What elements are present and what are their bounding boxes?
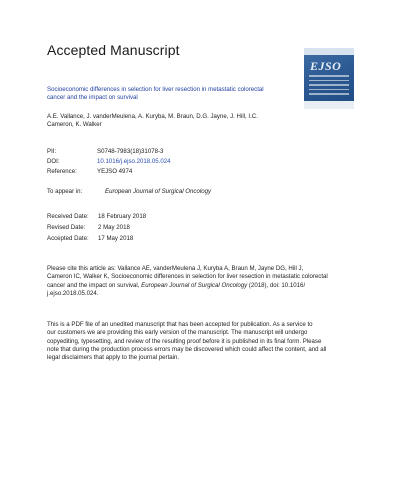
citation-line: Cameron IC, Walker K, Socioeconomic differences in selection for liver resection in metastatic colorectal	[47, 273, 328, 281]
received-date-label: Received Date:	[47, 213, 89, 220]
citation-journal: European Journal of Surgical Oncology	[141, 281, 248, 289]
author-line: A.E. Vallance, J. vanderMeulena, A. Kuryba, M. Braun, D.G. Jayne, J. Hill, I.C.	[47, 113, 258, 120]
doi-link[interactable]: 10.1016/j.ejso.2018.05.024	[97, 158, 171, 165]
citation-line: Please cite this article as: Vallance AE, vanderMeulena J, Kuryba A, Braun M, Jayne DG, Hill J,	[47, 265, 304, 272]
disclaimer-paragraph	[47, 321, 369, 362]
accepted-date-label: Accepted Date:	[47, 235, 89, 242]
author-line: Cameron, K. Walker	[47, 121, 102, 129]
appear-in-label: To appear in:	[47, 188, 83, 195]
pii-label: PII:	[47, 148, 57, 155]
article-title	[47, 86, 317, 103]
doi-label: DOI:	[47, 158, 60, 165]
disclaimer-line: copyediting, typesetting, and review of the resulting proof before it is published in its final form. Please	[47, 337, 322, 345]
reference-value: YEJSO 4974	[97, 168, 133, 175]
journal-name: European Journal of Surgical Oncology	[105, 188, 212, 195]
citation-line	[47, 282, 369, 290]
citation-doi-text: (2018), doi: 10.1016/	[247, 281, 306, 289]
disclaimer-line: legal disclaimers that apply to the journal pertain.	[47, 354, 180, 362]
citation-paragraph	[47, 265, 369, 298]
pii-value: S0748-7983(18)31078-3	[97, 148, 164, 155]
disclaimer-line: our customers we are providing this early version of the manuscript. The manuscript will undergo	[47, 329, 308, 337]
cover-top-band	[304, 48, 354, 55]
disclaimer-line: This is a PDF file of an unedited manuscript that has been accepted for publication. As a service to	[47, 321, 313, 328]
revised-date-label: Revised Date:	[47, 224, 86, 231]
citation-line: j.ejso.2018.05.024.	[47, 289, 99, 297]
journal-logo: EJSO	[310, 59, 342, 73]
author-list	[47, 113, 307, 130]
revised-date-value: 2 May 2018	[98, 224, 130, 231]
page-title: Accepted Manuscript	[47, 42, 180, 58]
accepted-date-value: 17 May 2018	[98, 235, 134, 242]
citation-text: cancer and the impact on survival,	[47, 281, 142, 289]
received-date-value: 18 February 2018	[98, 213, 147, 220]
disclaimer-line: note that during the production process errors may be discovered which could affect the content, and all	[47, 345, 327, 353]
reference-label: Reference:	[47, 168, 77, 175]
article-title-line: Socioeconomic differences in selection for liver resection in metastatic colorectal	[47, 86, 264, 93]
article-title-line: cancer and the impact on survival	[47, 94, 138, 102]
